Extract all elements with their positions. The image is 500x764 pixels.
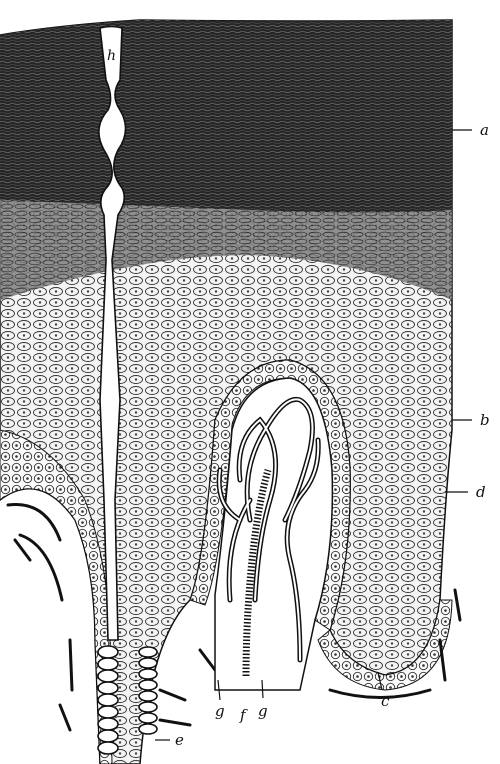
label-a: a [480, 121, 489, 139]
stratum-corneum [0, 20, 452, 213]
label-b: b [480, 411, 490, 429]
label-c: c [381, 692, 390, 710]
label-f: f [240, 706, 246, 724]
label-e: e [175, 731, 184, 749]
label-d: d [476, 483, 486, 501]
label-g-right: g [258, 702, 268, 720]
label-h: h [107, 48, 117, 64]
label-g-left: g [215, 702, 225, 720]
